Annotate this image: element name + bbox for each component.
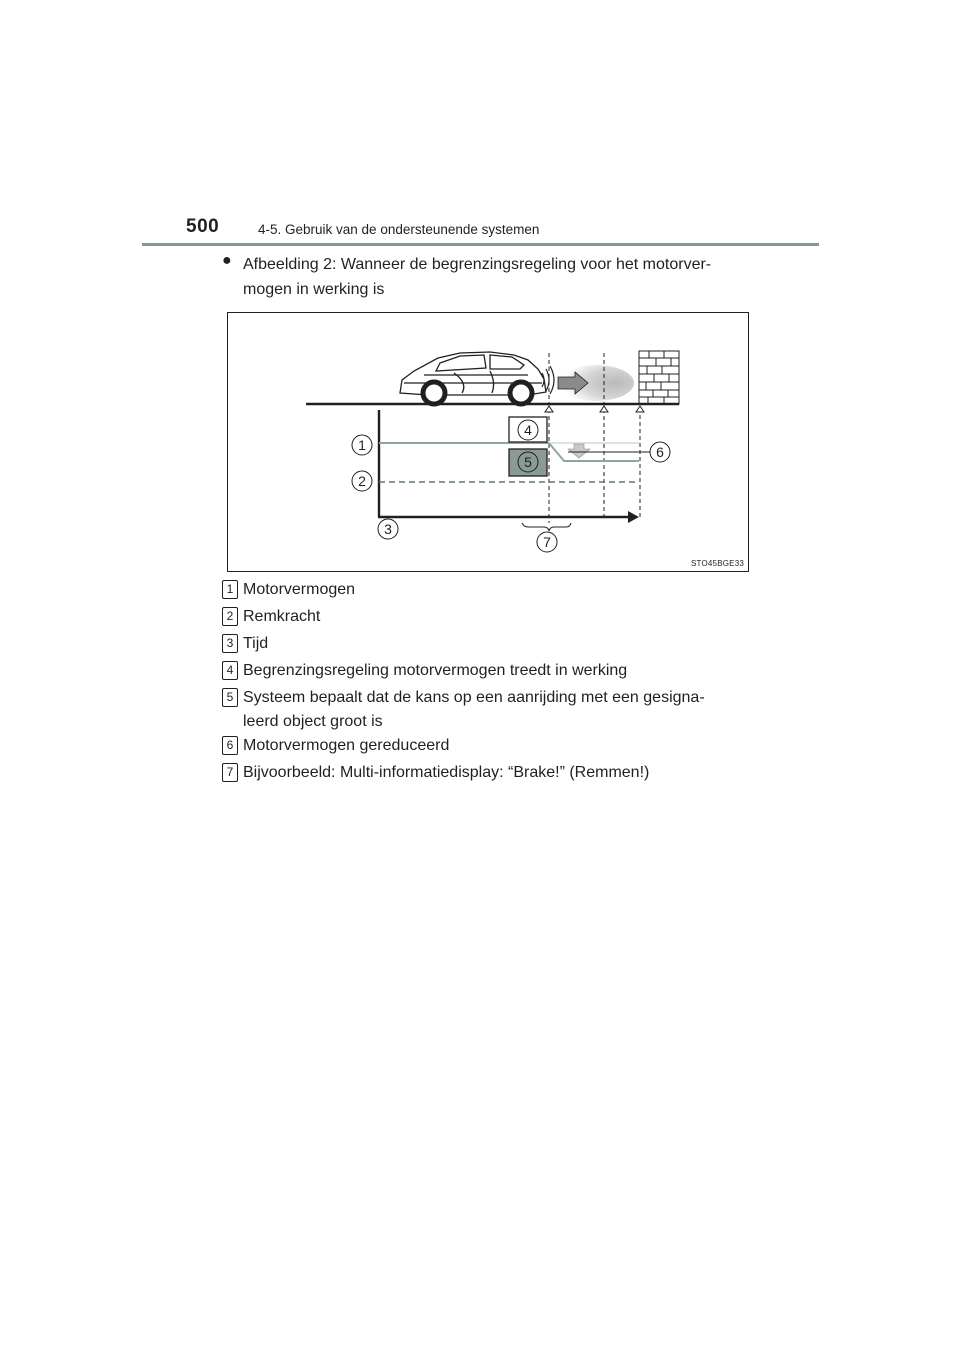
callout-1-label: 1 xyxy=(358,437,366,453)
bracket-7 xyxy=(522,523,571,531)
callout-7-label: 7 xyxy=(543,534,551,550)
bullet-icon: ● xyxy=(222,252,232,269)
page-number: 500 xyxy=(186,216,220,237)
callout-6-label: 6 xyxy=(656,444,664,460)
legend-text: Tijd xyxy=(243,635,269,652)
reduction-arrow-icon xyxy=(568,444,590,458)
time-axis-arrow-icon xyxy=(628,511,639,523)
callout-2 xyxy=(352,471,372,491)
figure-code: STO45BGE33 xyxy=(691,559,744,568)
legend-number: 4 xyxy=(222,661,238,680)
legend-text xyxy=(243,686,748,734)
callout-4 xyxy=(518,420,538,440)
legend-text: Motorvermogen xyxy=(243,581,356,598)
section-heading-line2: mogen in werking is xyxy=(243,281,385,298)
callout-3 xyxy=(378,519,398,539)
chapter-title: 4-5. Gebruik van de ondersteunende systemen xyxy=(258,222,540,237)
legend-text: Begrenzingsregeling motorvermogen treedt in werking xyxy=(243,662,628,679)
figure xyxy=(227,312,749,572)
legend-number: 6 xyxy=(222,736,238,755)
legend-number: 7 xyxy=(222,763,238,782)
callout-3-label: 3 xyxy=(384,521,392,537)
legend-number: 1 xyxy=(222,580,238,599)
brick-wall-icon xyxy=(639,351,679,404)
header-rule xyxy=(142,243,819,246)
figure-illustration xyxy=(228,313,750,573)
legend-number: 3 xyxy=(222,634,238,653)
callout-4-label: 4 xyxy=(524,422,532,438)
legend-text-line2: leerd object groot is xyxy=(243,713,383,730)
legend-text: Remkracht xyxy=(243,608,321,625)
callout-6 xyxy=(650,442,670,462)
legend-text: Motorvermogen gereduceerd xyxy=(243,737,450,754)
callout-2-label: 2 xyxy=(358,473,366,489)
section-heading-line1: Afbeelding 2: Wanneer de begrenzingsregeling voor het motorver- xyxy=(243,256,712,273)
legend-text-line1: Systeem bepaalt dat de kans op een aanrijding met een gesigna- xyxy=(243,689,705,706)
callout-7 xyxy=(537,532,557,552)
callout-1 xyxy=(352,435,372,455)
legend-text: Bijvoorbeeld: Multi-informatiedisplay: “Brake!” (Remmen!) xyxy=(243,764,650,781)
legend-number: 2 xyxy=(222,607,238,626)
marker-triangle-icon xyxy=(545,406,644,412)
callout-5-label: 5 xyxy=(524,454,532,470)
callout-5 xyxy=(518,452,538,472)
section-heading xyxy=(243,252,748,302)
legend-number: 5 xyxy=(222,688,238,707)
